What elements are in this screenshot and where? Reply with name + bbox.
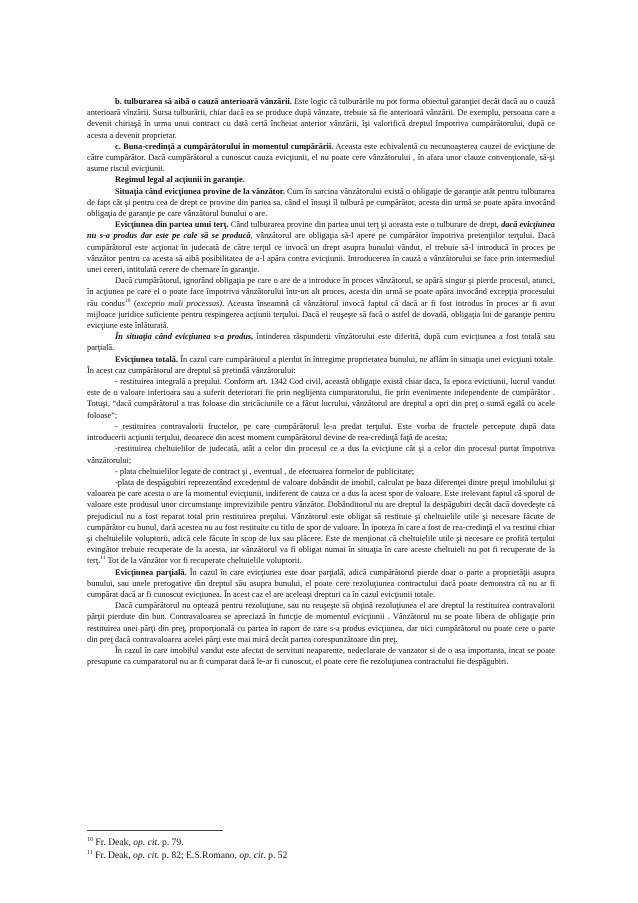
text-run: Regimul legal al acţiunii în garanţie. (115, 175, 245, 185)
text-run: Aceasta este echivalentă cu necunoaşterea cauzei de evicţiune de către cumpărător. Dacă cumpărătorul a cunoscut cauza evicţiunii, el nu poate cere vânzătorului , în afara unor clauze convenţionale, să-şi asume riscul evicţiunii. (87, 141, 555, 174)
text-run: ( (130, 298, 137, 308)
text-run: p. 82; E.S.Romano, (159, 850, 240, 861)
footnote-divider (87, 830, 223, 831)
text-run: În cazul în care imobilul vandut este afectat de servituti neaparente, nedeclarate de vanzator si de o asa importanta, incat se poate presupune ca cumparatorul nu ar fi cumparat dacă le-ar fi cunoscut, el poate cere fie rezoluţiunea contractului fie despăgubiri. (87, 645, 555, 667)
text-run: Dacă cumpărătorul nu optează pentru rezoluţiune, sau nu reuşeşte să obţină rezoluţiunea el are dreptul la restituirea contravalorii părţii pierdute din bun. Contravaloarea se apreciază în funcţie de momentul evicţiunii . Vânzătorul nu se poate libera de obligaţie prin restituirea unei părţi din preţ, proporţională cu partea în raport de care s-a produs evicţiunea, dar nici cumpărătorul nu poate cere o parte din preţ dacă contravaloarea acelei părţi este mai mică decât partea corespunzătoare din preţ. (87, 601, 555, 644)
text-run: Evicţiunea totală. (115, 354, 178, 364)
paragraph (87, 141, 555, 175)
text-run: -plata de despăgubiri reprezentând excedentul de valoare dobândit de imobil, calculat pe baza diferenţei dintre preţul imobilului şi valoarea pe care acesta o are la momentul evicţiunii, indiferent de cauza ce a dus la acest spor de valoare. Este irelevant faptul că sporul de valoare este produsul unor circumstanţe imprevizibile pentru vânzător. Dobânditorul nu are dreptul la despăgubiri decât dacă dovedeşte că prejudiciul nu a fost reparat total prin restituirea preţului. Vânzătorul este obligat să restituie şi cheltuielile utile şi necesare făcute de cumpărător cu bunul, dacă acestea nu au fost restituite cu titlu de spor de valoare. În ipoteza în care a fost de rea-credinţă el va restitui chiar şi cheltuielile voluptorii, adică cele făcute în scop de lux sau plăcere. Este de menţionat că cheltuielile utile şi necesare ce profită terţului evingător trebuie recuperate de la acesta, iar vânzătorul va fi obligat numai în situaţia în care aceste cheltuieli nu pot fi recuperate de la terţ. (87, 477, 555, 566)
text-run: Fr. Deak, (92, 850, 134, 861)
text-run: dacă evicţiunea nu s-a produs dar este pe cale să se producă (87, 220, 555, 241)
text-run: , vânzătorul are obligaţia să-l apere pe cumpărător împotriva pretenţiilor terţului. Dacă cumpărătorul este acţionat în judecată de către terţul ce invocă un drept asupra bunului vândut, el trebuie să-l introducă în proces pe vânzător pentru ca acesta să aibă posibilitatea de a-l apăra contra evicţiunii. Introducerea în cauză a vânzătorului se face prin intermediul unei cereri, intitulată cerere de chemare în garanţie. (87, 231, 556, 275)
paragraph (87, 645, 555, 667)
text-run: În situaţia când evicţiunea s-a produs, (115, 332, 254, 342)
text-run: - restituirea integrală a preţului. Conform art. 1342 Cod civil, această obligaţie există chiar daca, la epoca evictiunii, lucrul vandut este de o valoare inferioara sau a suferit deteriorari fie prin neglijenta cumparatorului, fie prin evenimente independente de cumpărător . Totuşi, “dacă cumpărătorul a tras foloase din stricăciunile ce a făcut lucrului, vânzătorul are dreptul a opri din preţ o sumă egală cu acele foloase”; (87, 377, 555, 420)
text-run: Este logic că tulburările nu pot forma obiectul garanţiei decât dacă au o cauză anterioară vînzării. Sursa tulburării, chiar dacă ea se produce după vânzare, trebuie să fie anterioară vânzării. De exemplu, persoana care a devenit chiriaşă în urma unui contract cu dată certă încheiat anterior vânzării, îşi valorifică dreptul împotriva cumpărătorului, după ce acesta a devenit proprietar. (87, 97, 555, 140)
text-run: Cum în sarcina vânzătorului există o obligaţie de garanţie atât pentru tulburarea de fapt cât şi pentru cea de drept ce provine din partea sa, când el însuşi îl tulbură pe cumpărător, acesta din urmă se poate apăra invocând obligaţia de garanţie pe care vânzătorul bunului o are. (87, 186, 555, 219)
text-run: Evicţiunea din partea unui terţ. (115, 220, 229, 230)
paragraph (87, 174, 555, 185)
text-run: În cazul care cumpărătorul a pierdut în întregime proprietatea bunului, ne aflăm în situaţia unei evicţiuni totale. În acest caz cumpărătorul are dreptul să pretindă vânzătorului: (87, 354, 555, 375)
text-run: - plata cheltuielilor legate de contract şi , eventual , de efectuarea formelor de publicitate; (115, 466, 415, 476)
text-run: b. tulburarea să aibă o cauză anterioară vânzării. (115, 97, 292, 106)
text-run: Când tulburarea provine din partea unui terţ şi aceasta este o tulburare de drept, (228, 220, 502, 230)
text-run: exceptio mali processus) (136, 298, 223, 308)
footnote-ref: 11 (87, 849, 93, 856)
text-run: op. cit (239, 850, 264, 861)
text-run: c. Buna-credinţă a cumpărătorului în momentul cumpărării. (115, 141, 334, 151)
footnotes (87, 836, 555, 862)
footnote-ref: 10 (124, 297, 131, 304)
paragraph (87, 186, 555, 220)
text-run: întinderea răspunderii vînzătorului este diferită, după cum evicţiunea a fost totală sau parţială. (87, 332, 555, 353)
paragraph (87, 96, 555, 141)
paragraph (87, 354, 555, 376)
text-run: op. cit. (133, 850, 160, 861)
paragraph (87, 376, 555, 421)
footnote-ref: 11 (100, 555, 106, 562)
text-run: Evicţiunea parţială. (115, 567, 187, 577)
text-run: Tot de la vânzător vor fi recuperate cheltuielile voluptorii. (105, 556, 302, 566)
text-run: În cazul în care evicţiunea este doar parţială, adică cumpărătorul pierde doar o parte a proprietăţii asupra bunului, sau unele prerogative din dreptul său asupra bunului, el poate cere rezoluţiunea contractului dacă poate demonstra că nu ar fi cumpărat dacă ar fi cunoscut evicţiunea. În acest caz el are aceleaşi drepturi ca în cazul evicţiunii totale. (87, 567, 555, 599)
text-run: op. cit. (133, 837, 160, 848)
text-run: Situaţia când evicţiunea provine de la vânzător. (115, 186, 285, 196)
text-run: . p. 52 (263, 850, 288, 861)
footnote (87, 836, 555, 849)
document-body (87, 96, 555, 667)
text-run: Fr. Deak, (93, 837, 134, 848)
paragraph (87, 331, 555, 353)
footnote-ref: 10 (87, 836, 93, 843)
text-run: . Aceasta înseamnă că vânzătorul invocă faptul că dacă ar fi fost introdus în proces ar fi avut mijloace juridice suficiente pentru respingerea acţiunii terţului. Dacă el reuşeşte să facă o astfel de dovadă, obligaţia lui de garanţie pentru evicţiune este înlăturată. (87, 298, 555, 331)
text-run: -restituirea cheltuielilor de judecată, atât a celor din procesul ce a dus la evicţiune cât şi a celor din procesul purtat împotriva vânzătorului; (87, 444, 555, 465)
paragraph (87, 421, 555, 443)
footnote (87, 849, 555, 862)
paragraph (87, 477, 555, 567)
text-run: - restituirea contravalorii fructelor, pe care cumpărătorul le-a predat terţului. Este vorba de fructele percepute după data introducerii acţiunii terţului, deoarece din acest moment cumpărătorul devine de rea-credinţă faţă de acesta; (87, 421, 555, 443)
paragraph (87, 443, 555, 465)
paragraph (87, 219, 555, 275)
text-run: p. 79. (159, 837, 184, 848)
paragraph (87, 275, 555, 331)
paragraph (87, 600, 555, 645)
paragraph (87, 466, 555, 477)
text-run: Dacă cumpărătorul, ignorând obligaţia pe care o are de a introduce în proces vânzătorul, se apără singur şi pierde procesul, atunci, în acţiunea pe care el o poate face împotriva vânzătorului într-un alt proces, acesta din urmă se poate apăra invocând excepţia procesului rău condus (87, 276, 555, 308)
paragraph (87, 567, 555, 601)
